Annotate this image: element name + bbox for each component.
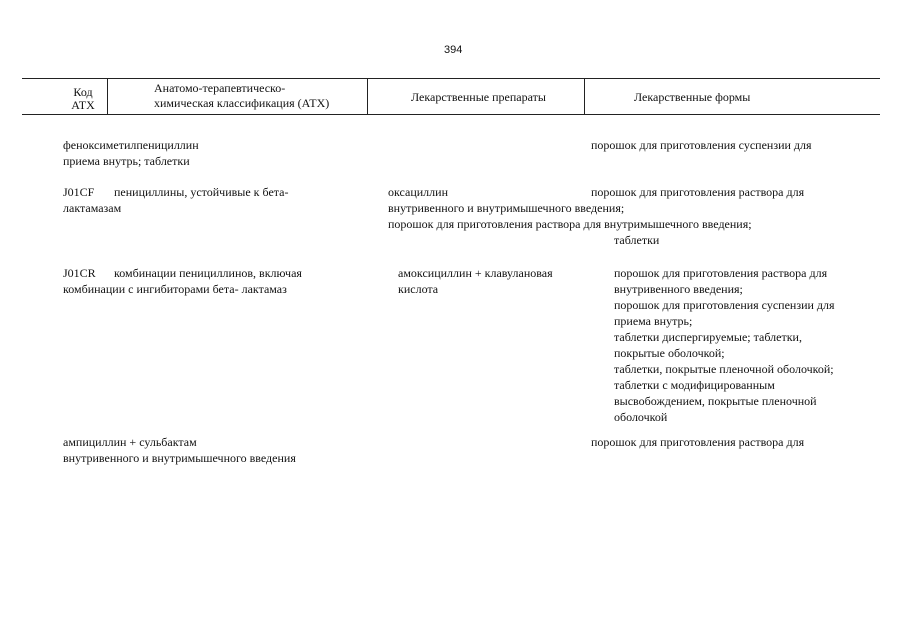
row-1-left: феноксиметилпенициллин приема внутрь; таблетки (63, 138, 199, 168)
row-2-forms: порошок для приготовления раствора для (591, 185, 805, 199)
header-divider-3 (584, 79, 585, 114)
page-number: 394 (444, 44, 463, 56)
row-2-class-line2: лактамазам (63, 201, 122, 215)
row-4-forms: порошок для приготовления раствора для (591, 435, 805, 449)
row-3-forms: порошок для приготовления раствора для внутривенного введения; порошок для приготовления суспензии для приема внутрь; таблетки диспергируемые; таблетки, покрытые оболочкой; таблетки, покрытые пленочной оболочкой; таблетки с модифицированным высвобождением, покрытые пленочной оболочкой (614, 266, 835, 424)
row-3-drugs: амоксициллин + клавулановая кислота (398, 266, 553, 296)
header-top-rule (22, 78, 880, 79)
row-2-code: J01CF (63, 185, 95, 199)
header-classification: Анатомо-терапевтическо- химическая классификация (АТХ) (154, 81, 330, 110)
header-forms: Лекарственные формы (634, 90, 751, 104)
header-divider-2 (367, 79, 368, 114)
header-drugs: Лекарственные препараты (411, 90, 546, 104)
header-bottom-rule (22, 114, 880, 115)
row-2-class-line1: пенициллины, устойчивые к бета- (114, 185, 289, 199)
row-1-forms: порошок для приготовления суспензии для (591, 138, 812, 152)
row-3-class-line1: комбинации пенициллинов, включая (114, 266, 302, 280)
header-code: Код АТХ (71, 85, 95, 112)
row-3-code: J01CR (63, 266, 96, 280)
row-2-drugs: оксациллин внутривенного и внутримышечного введения; порошок для приготовления раствора для внутримышечного введения; (388, 185, 752, 231)
row-4-left: ампициллин + сульбактам внутривенного и внутримышечного введения (63, 435, 296, 465)
row-2-forms-tail: таблетки (614, 233, 660, 247)
row-3-class-line2: комбинации с ингибиторами бета- лактамаз (63, 282, 287, 296)
